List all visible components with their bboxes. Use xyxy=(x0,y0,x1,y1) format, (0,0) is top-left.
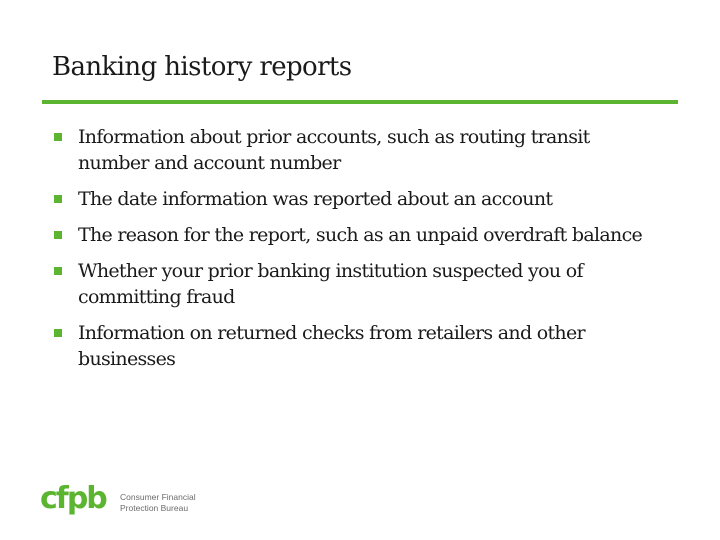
bullet-text: The reason for the report, such as an unpaid overdraft balance xyxy=(78,224,643,246)
logo-line-2: Protection Bureau xyxy=(120,503,189,513)
square-bullet-icon xyxy=(54,195,62,203)
logo-line-1: Consumer Financial xyxy=(120,492,196,502)
square-bullet-icon xyxy=(54,329,62,337)
bullet-item xyxy=(54,320,654,372)
square-bullet-icon xyxy=(54,267,62,275)
logo-subtitle xyxy=(120,492,196,514)
slide-title: Banking history reports xyxy=(52,52,352,82)
logo-mark: cfpb xyxy=(40,481,106,516)
cfpb-logo xyxy=(40,481,196,524)
bullet-item xyxy=(54,258,654,310)
bullet-item xyxy=(54,222,654,248)
bullet-text: Whether your prior banking institution suspected you of committing fraud xyxy=(78,260,583,308)
bullet-list xyxy=(54,124,654,382)
bullet-text: Information on returned checks from retailers and other businesses xyxy=(78,322,585,370)
title-divider xyxy=(42,100,678,104)
bullet-text: Information about prior accounts, such as routing transit number and account number xyxy=(78,126,590,174)
bullet-item xyxy=(54,186,654,212)
bullet-text: The date information was reported about an account xyxy=(78,188,553,210)
square-bullet-icon xyxy=(54,133,62,141)
square-bullet-icon xyxy=(54,231,62,239)
bullet-item xyxy=(54,124,654,176)
